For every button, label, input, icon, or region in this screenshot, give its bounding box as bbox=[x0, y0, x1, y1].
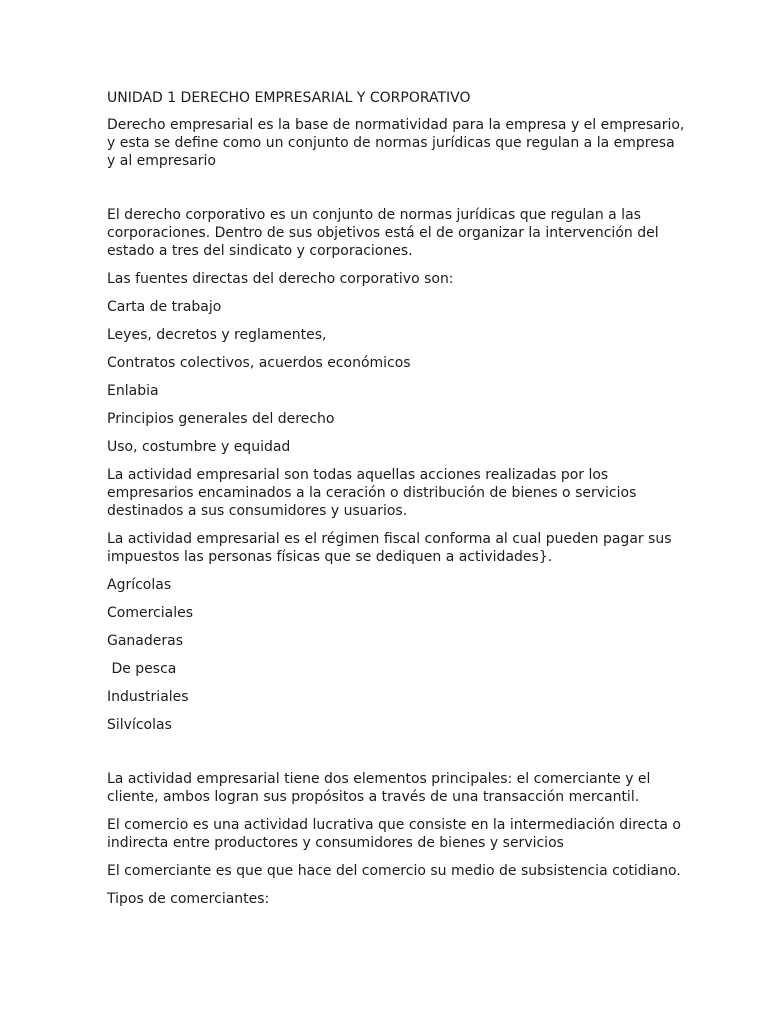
list-item: Principios generales del derecho bbox=[107, 411, 335, 427]
document-body bbox=[107, 89, 687, 918]
list-item: Agrícolas bbox=[107, 577, 172, 593]
paragraph-comercio: El comercio es una actividad lucrativa que consiste en la intermediación directa o indirecta entre productores y consumidores de bienes y servicios bbox=[107, 817, 686, 851]
list-item: Leyes, decretos y reglamentes, bbox=[107, 327, 327, 343]
paragraph-actividad-empresarial: La actividad empresarial son todas aquellas acciones realizadas por los empresarios encaminados a la ceración o distribución de bienes o servicios destinados a sus consumidores y usuarios. bbox=[107, 467, 641, 519]
list-item: Silvícolas bbox=[107, 717, 172, 733]
list-item: De pesca bbox=[107, 661, 177, 677]
paragraph-comerciante: El comerciante es que que hace del comercio su medio de subsistencia cotidiano. bbox=[107, 863, 681, 879]
list-item: Enlabia bbox=[107, 383, 159, 399]
list-item: Industriales bbox=[107, 689, 189, 705]
list-item: Uso, costumbre y equidad bbox=[107, 439, 291, 455]
paragraph-derecho-corporativo: El derecho corporativo es un conjunto de normas jurídicas que regulan a las corporaciones. Dentro de sus objetivos está el de organizar la intervención del estado a tres del sindicato y corporaciones. bbox=[107, 207, 664, 259]
paragraph-regimen-fiscal: La actividad empresarial es el régimen fiscal conforma al cual pueden pagar sus impuestos las personas físicas que se dediquen a actividades}. bbox=[107, 531, 677, 565]
document-title: UNIDAD 1 DERECHO EMPRESARIAL Y CORPORATIVO bbox=[107, 90, 471, 106]
list-item: Comerciales bbox=[107, 605, 194, 621]
paragraph-tipos-comerciantes: Tipos de comerciantes: bbox=[107, 891, 270, 907]
paragraph-fuentes-directas: Las fuentes directas del derecho corporativo son: bbox=[107, 271, 454, 287]
blank-line bbox=[107, 180, 687, 206]
list-item: Ganaderas bbox=[107, 633, 184, 649]
paragraph-elementos-principales: La actividad empresarial tiene dos elementos principales: el comerciante y el cliente, ambos logran sus propósitos a través de una transacción mercantil. bbox=[107, 771, 655, 805]
list-item: Contratos colectivos, acuerdos económicos bbox=[107, 355, 411, 371]
paragraph-derecho-empresarial: Derecho empresarial es la base de normatividad para la empresa y el empresario, y esta se define como un conjunto de normas jurídicas que regulan a la empresa y al empresario bbox=[107, 117, 689, 169]
blank-line bbox=[107, 744, 687, 770]
list-item: Carta de trabajo bbox=[107, 299, 222, 315]
